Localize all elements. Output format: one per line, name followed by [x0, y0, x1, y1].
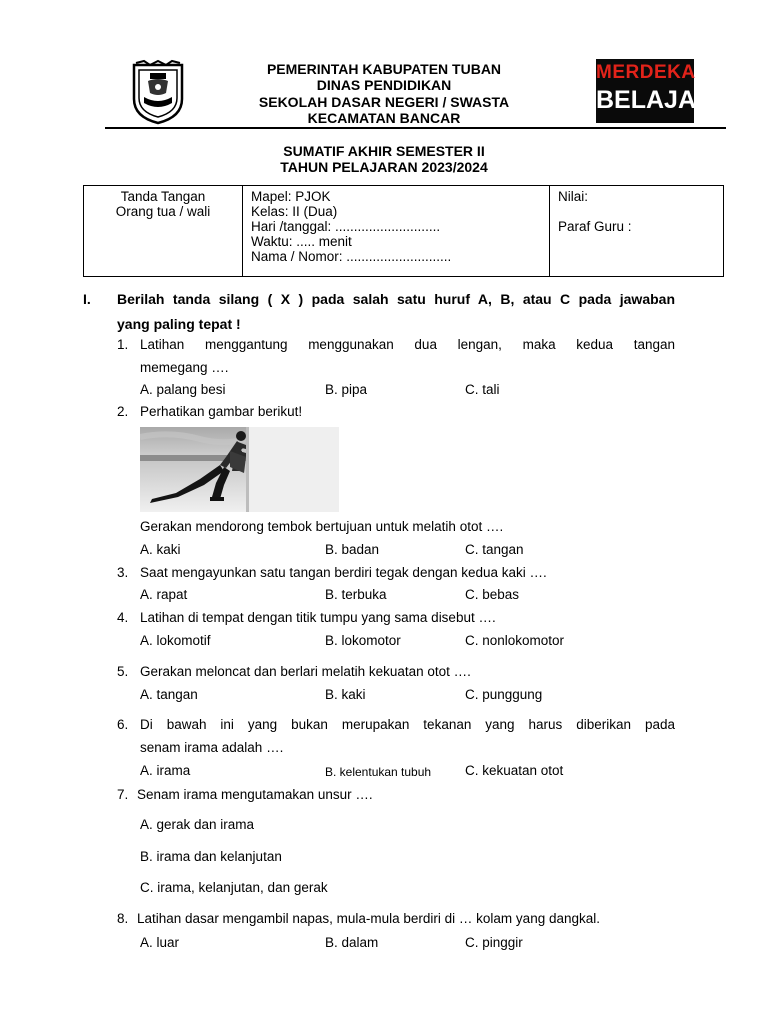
- question-3-text: Saat mengayunkan satu tangan berdiri tegak dengan kedua kaki ….: [140, 565, 547, 580]
- grade-cell: [550, 186, 724, 277]
- q7-option-b[interactable]: B. irama dan kelanjutan: [140, 849, 282, 864]
- class-field: Kelas: II (Dua): [251, 204, 338, 219]
- subject-field: Mapel: PJOK: [251, 189, 331, 204]
- header-government: PEMERINTAH KABUPATEN TUBAN: [266, 61, 502, 77]
- q5-option-a[interactable]: A. tangan: [140, 687, 198, 702]
- q4-option-c[interactable]: C. nonlokomotor: [465, 633, 565, 648]
- q1-option-a[interactable]: A. palang besi: [140, 382, 226, 397]
- question-number: 2.: [117, 404, 129, 419]
- question-1-text: Latihan menggantung menggunakan dua lengan, maka kedua tangan: [140, 337, 675, 352]
- section-number: I.: [83, 291, 91, 307]
- score-label: Nilai:: [558, 189, 589, 204]
- q8-option-a[interactable]: A. luar: [140, 935, 180, 950]
- q2-option-a[interactable]: A. kaki: [140, 542, 181, 557]
- parent-guardian-label: Orang tua / wali: [115, 204, 211, 219]
- question-number: 3.: [117, 565, 129, 580]
- question-4-text: Latihan di tempat dengan titik tumpu yang sama disebut ….: [140, 610, 496, 625]
- exam-title: SUMATIF AKHIR SEMESTER II: [283, 143, 485, 159]
- question-number: 8.: [117, 911, 129, 926]
- q3-option-c[interactable]: C. bebas: [465, 587, 520, 602]
- date-field: Hari /tanggal: ............................: [251, 219, 441, 234]
- q4-option-a[interactable]: A. lokomotif: [140, 633, 211, 648]
- question-5-text: Gerakan meloncat dan berlari melatih kekuatan otot ….: [140, 664, 471, 679]
- q3-option-b[interactable]: B. terbuka: [325, 587, 387, 602]
- question-number: 5.: [117, 664, 129, 679]
- q7-option-c[interactable]: C. irama, kelanjutan, dan gerak: [140, 880, 328, 895]
- q6-option-c[interactable]: C. kekuatan otot: [465, 763, 564, 778]
- merdeka-belajar-logo: [596, 59, 715, 123]
- q7-option-a[interactable]: A. gerak dan irama: [140, 817, 255, 832]
- logo-text-top: MERDEKA: [596, 62, 696, 83]
- header-department: DINAS PENDIDIKAN: [316, 77, 452, 93]
- logo-text-bottom: BELAJAR: [596, 86, 715, 114]
- teacher-initials-label: Paraf Guru :: [558, 219, 632, 234]
- name-number-field: Nama / Nomor: ............................: [251, 249, 452, 264]
- question-8-text: Latihan dasar mengambil napas, mula-mula berdiri di … kolam yang dangkal.: [137, 911, 600, 926]
- signature-label: Tanda Tangan: [120, 189, 206, 204]
- q8-option-b[interactable]: B. dalam: [325, 935, 379, 950]
- question-number: 7.: [117, 787, 129, 802]
- time-field: Waktu: ..... menit: [251, 234, 352, 249]
- question-2-prompt: Gerakan mendorong tembok bertujuan untuk melatih otot ….: [140, 519, 504, 534]
- student-info-table: [83, 185, 724, 277]
- question-2-text: Perhatikan gambar berikut!: [140, 404, 303, 419]
- wall-push-exercise-image: [140, 427, 339, 512]
- q4-option-b[interactable]: B. lokomotor: [325, 633, 401, 648]
- q6-option-a[interactable]: A. irama: [140, 763, 191, 778]
- q5-option-b[interactable]: B. kaki: [325, 687, 366, 702]
- question-1-text-cont: memegang ….: [140, 360, 229, 375]
- subject-details-cell: [243, 186, 550, 277]
- q8-option-c[interactable]: C. pinggir: [465, 935, 523, 950]
- q3-option-a[interactable]: A. rapat: [140, 587, 188, 602]
- header-district: KECAMATAN BANCAR: [307, 110, 461, 126]
- q6-option-b[interactable]: B. kelentukan tubuh: [325, 765, 432, 779]
- question-7-text: Senam irama mengutamakan unsur ….: [137, 787, 373, 802]
- q1-option-c[interactable]: C. tali: [465, 382, 500, 397]
- section-instruction-line1: Berilah tanda silang ( X ) pada salah satu huruf A, B, atau C pada jawaban: [117, 291, 675, 307]
- parent-signature-cell: [84, 186, 243, 277]
- header-divider: [105, 127, 726, 129]
- q1-option-b[interactable]: B. pipa: [325, 382, 368, 397]
- exam-year: TAHUN PELAJARAN 2023/2024: [280, 159, 488, 175]
- question-6-text: Di bawah ini yang bukan merupakan tekanan yang harus diberikan pada: [140, 717, 675, 732]
- q5-option-c[interactable]: C. punggung: [465, 687, 543, 702]
- question-6-text-cont: senam irama adalah ….: [140, 740, 284, 755]
- header-school: SEKOLAH DASAR NEGERI / SWASTA: [258, 94, 510, 110]
- question-number: 6.: [117, 717, 129, 732]
- section-instruction-line2: yang paling tepat !: [117, 316, 241, 332]
- q2-option-b[interactable]: B. badan: [325, 542, 380, 557]
- question-number: 1.: [117, 337, 129, 352]
- question-number: 4.: [117, 610, 129, 625]
- q2-option-c[interactable]: C. tangan: [465, 542, 524, 557]
